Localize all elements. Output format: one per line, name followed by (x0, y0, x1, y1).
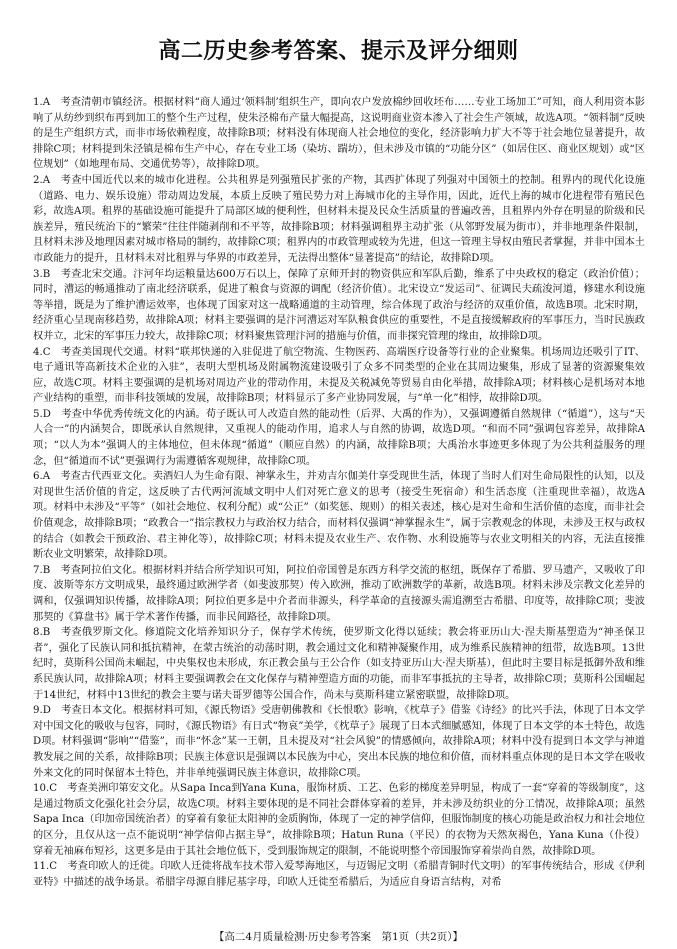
answer-item-8: 8.B 考查俄罗斯文化。修道院文化培养知识分子，保存学术传统，使罗斯文化得以延续；教会将亚历山大·涅夫斯基塑造为“神圣保卫者”，强化了民族认同和抵抗精神，在蒙古统治的动荡时期，教会通过文化和精神凝聚作用，成为维系民族精神的纽带，故选B项。13世纪时，莫斯科公国尚未崛起，中央集权也未形成，东正教会虽与王公合作（如支持亚历山大·涅夫斯基），但此时主要目标是抵御外敌和维系民族认同，故排除A项；材料主要强调教会在文化保存与精神塑造方面的功能，而非军事抵抗的主导者，故排除C项；莫斯科公国崛起于14世纪，材料中13世纪的教会主要与诺夫哥罗德等公国合作，尚未与莫斯科建立紧密联盟，故排除D项。 (33, 627, 645, 701)
answer-item-1: 1.A 考查清朝市镇经济。根据材料“商人通过‘领料制’组织生产，即向农户发放棉纱回收坯布……专业工场加工”可知，商人利用资本影响了从纺纱到织布再到加工的整个生产过程，使朱泾棉布产量大幅提高，这说明商业资本渗入了社会生产领域，故选A项。“领料制”反映的是生产组织方式，而非市场依赖程度，故排除B项；材料没有体现商人社会地位的变化，经济影响力扩大不等于社会地位显著提升，故排除C项；材料提到朱泾镇是棉布生产中心，存在专业工场（染坊、踹坊），但未涉及市镇的“功能分区”（如居住区、商业区规划）或“区位规划”（如地理布局、交通优势等），故排除D项。 (33, 97, 645, 171)
page-footer: 【高二4月质量检测·历史参考答案 第1页（共2页）】 (213, 931, 464, 943)
answer-item-7: 7.B 考查阿拉伯文化。根据材料并结合所学知识可知，阿拉伯帝国曾是东西方科学交流的枢纽，既保存了希腊、罗马遗产，又吸收了印度、波斯等东方文明成果，最终通过欧洲学者（如斐波那契）传入欧洲，推动了欧洲数学的革新，故选B项。材料未涉及宗教文化差异的调和，仅强调知识传播，故排除A项；阿拉伯更多是中介者而非源头，科学革命的直接源头需追溯至古希腊、印度等，故排除C项；斐波那契的《算盘书》属于学术著作传播，而非民间路径，故排除D项。 (33, 564, 645, 623)
answer-item-11: 11.C 考查印欧人的迁徙。印欧人迁徙将战车技术带入爱琴海地区，与迈锡尼文明（希腊青铜时代文明）的军事传统结合，形成《伊利亚特》中描述的战争场景。希腊字母源自腓尼基字母，印欧人迁徙至希腊后，为适应自身语言结构，对希 (33, 861, 645, 888)
answer-item-5: 5.D 考查中华优秀传统文化的内涵。荀子既认可人改造自然的能动性（后羿、大禹的作为），又强调遵循自然规律（“循道”），这与“天人合一”的内涵契合，即既承认自然规律，又重视人的能动作用，追求人与自然的协调，故选D项。“和而不同”强调包容差异，故排除A项；“以人为本”强调人的主体地位，但未体现“循道”（顺应自然）的内涵，故排除B项；大禹治水事迹更多体现了为公共利益服务的理念，但“循道而不试”更强调行为需遵循客观规律，故排除C项。 (33, 408, 645, 467)
answer-list (33, 95, 645, 890)
answer-item-2: 2.A 考查中国近代以来的城市化进程。公共租界是列强殖民扩张的产物，其西扩体现了列强对中国领土的控制。租界内的现代化设施（道路、电力、娱乐设施）带动周边发展，本质上反映了殖民势力对上海城市化的主导作用，因此，近代上海的城市化进程带有殖民色彩，故选A项。租界的基础设施可能提升了局部区域的便利性，但材料未提及民众生活质量的普遍改善，且租界内外存在明显的阶级和民族差异，殖民统治下的“繁荣”往往伴随剥削和不平等，故排除B项；材料强调租界主动扩张（从邻野发展为街市），并非地理条件限制，且材料未涉及地理因素对城市格局的制约，故排除C项；租界内的市政管理或较为先进，但这一管理主导权由殖民者掌握，并非中国本土市政能力的提升，且材料未对比租界与华界的市政差异，无法得出整体“显著提高”的结论，故排除D项。 (33, 174, 645, 264)
page-title: 高二历史参考答案、提示及评分细则 (158, 39, 519, 64)
answer-item-9: 9.D 考查日本文化。根据材料可知，《源氏物语》受唐朝佛教和《长恨歌》影响，《枕草子》借鉴《诗经》的比兴手法，体现了日本文学对中国文化的吸收与包容，同时，《源氏物语》有日式“物哀”美学，《枕草子》展现了日本式细腻感知，体现了日本文学的本土特色，故选D项。材料强调“影响”“借鉴”，而非“怀念”某一王朝，且未提及对“社会风貌”的情感倾向，故排除A项；材料中没有提到日本文学与神道教发展之间的关系，故排除B项；民族主体意识是强调以本民族为中心，突出本民族的地位和价值，而材料重点体现的是日本文学在吸收外来文化的同时保留本土特色，并非单纯强调民族主体意识，故排除C项。 (33, 705, 645, 779)
answer-item-10: 10.C 考查美洲印第安文化。从Sapa Inca到Yana Kuna，服饰材质、工艺、色彩的梯度差异明显，构成了一套“穿着的等级制度”，这是通过物质文化强化社会分层，故选C项。材料主要体现的是不同社会群体穿着的差异，并未涉及纺织业的分工情况，故排除A项；虽然Sapa Inca（印加帝国统治者）的穿着有象征太阳神的金质胸饰，体现了一定的神学信仰，但服饰制度的核心功能是政治权力和社会地位的区分，且仅从这一点不能说明“神学信仰占据主导”，故排除B项；Hatun Runa（平民）的衣物为天然灰褐色，Yana Kuna（仆役）穿着无袖麻布短衫，这更多是由于其社会地位低下，受到服饰规定的限制，不能说明整个帝国服饰穿着崇尚自然，故排除D项。 (33, 783, 645, 857)
answer-item-6: 6.A 考查古代西亚文化。卖酒妇人为生命有限、神掌永生，并劝吉尔伽美什享受现世生活，体现了当时人们对生命局限性的认知，以及对现世生活价值的肯定，这反映了古代两河流域文明中人们对死亡意义的思考（接受生死宿命）和生活态度（注重现世幸福），故选A项。材料中未涉及“平等”（如社会地位、权利分配）或“公正”（如奖惩、规则）的相关表述，核心是对生命和生活价值的态度，而非社会价值观念，故排除B项；“政教合一”指宗教权力与政治权力结合，而材料仅强调“神掌握永生”，属于宗教观念的体现，未涉及王权与政权的结合（如教会干预政治、君主神化等），故排除C项；材料未提及农业生产、农作物、水利设施等与农业文明相关的内容，无法直接推断农业文明繁荣，故排除D项。 (33, 471, 645, 561)
answer-item-3: 3.B 考查北宋交通。汴河年均运粮量达600万石以上，保障了京师开封的物资供应和军队后勤，维系了中央政权的稳定（政治价值）；同时，漕运的畅通推动了南北经济联系，促进了粮食与资源的调配（经济价值）。北宋设立“发运司”、征调民夫疏浚河道，修建水利设施等举措，既是为了维护漕运效率，也体现了国家对这一战略通道的主动管理，综合体现了政治与经济的双重价值，故选B项。北宋时期，经济重心呈现南移趋势，故排除A项；材料主要强调的是汴河漕运对军队粮食供应的重要性，不是直接缓解政府的军事压力，当时民族政权并立，北宋的军事压力较大，故排除C项；材料聚焦管理汴河的措施与价值，而非探究管理的缘由，故排除D项。 (33, 268, 645, 342)
answer-item-4: 4.C 考查美国现代交通。材料“联邦快递的入驻促进了航空物流、生物医药、高端医疗设备等行业的企业聚集。机场周边还吸引了IT、电子通讯等高新技术企业的入驻”，表明大型机场及附属物流建设吸引了众多不同类型的企业在其周边聚集，形成了显著的资源聚集效应，故选C项。材料主要强调的是机场对周边产业的带动作用，未提及关税减免等贸易自由化举措，故排除A项；材料核心是机场对本地产业结构的重塑，而非科技领域的发展，故排除B项；材料显示了多产业协同发展，与“单一化”相悖，故排除D项。 (33, 346, 645, 405)
